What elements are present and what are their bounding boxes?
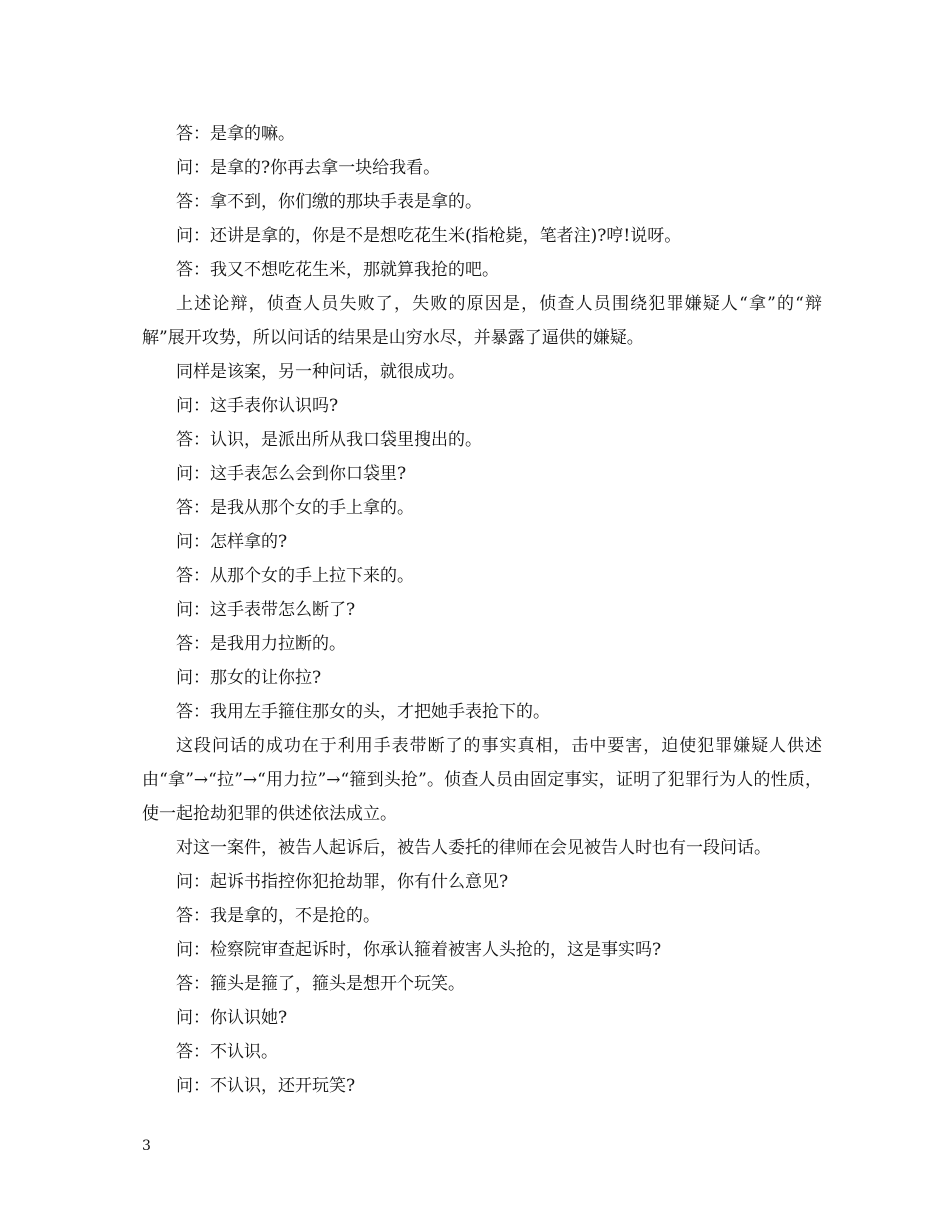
paragraph: 问：起诉书指控你犯抢劫罪，你有什么意见?: [176, 872, 509, 892]
paragraph: 同样是该案，另一种问话，就很成功。: [176, 362, 465, 382]
paragraph: 问：怎样拿的?: [176, 532, 288, 552]
paragraph: 答：认识，是派出所从我口袋里搜出的。: [176, 430, 482, 450]
paragraph: 问：这手表怎么会到你口袋里?: [176, 464, 407, 484]
paragraph: 答：是我用力拉断的。: [176, 634, 346, 654]
paragraph: 问：检察院审查起诉时，你承认箍着被害人头抢的，这是事实吗?: [176, 940, 662, 960]
paragraph: 这段问话的成功在于利用手表带断了的事实真相，击中要害，迫使犯罪嫌疑人供述由“拿”→“拉”→“用力拉”→“箍到头抢”。侦查人员由固定事实，证明了犯罪行为人的性质，使一起抢劫犯罪的供述依法成立。: [142, 736, 822, 824]
paragraph: 问：这手表带怎么断了?: [176, 600, 356, 620]
paragraph: 问：是拿的?你再去拿一块给我看。: [176, 158, 441, 178]
page-number: 3: [142, 1138, 151, 1154]
paragraph: 答：我是拿的，不是抢的。: [176, 906, 380, 926]
paragraph: 问：你认识她?: [176, 1008, 288, 1028]
paragraph: 答：箍头是箍了，箍头是想开个玩笑。: [176, 974, 465, 994]
paragraph: 问：这手表你认识吗?: [176, 396, 339, 416]
paragraph: 问：那女的让你拉?: [176, 668, 322, 688]
paragraph: 上述论辩，侦查人员失败了，失败的原因是，侦查人员围绕犯罪嫌疑人“拿”的“辩解”展开攻势，所以问话的结果是山穷水尽，并暴露了逼供的嫌疑。: [142, 294, 822, 348]
paragraph: 答：不认识。: [176, 1042, 278, 1062]
paragraph: 问：不认识，还开玩笑?: [176, 1076, 356, 1096]
document-body: [142, 117, 822, 1103]
paragraph: 问：还讲是拿的，你是不是想吃花生米(指枪毙，笔者注)?哼!说呀。: [176, 226, 682, 246]
paragraph: 答：拿不到，你们缴的那块手表是拿的。: [176, 192, 482, 212]
paragraph: 答：从那个女的手上拉下来的。: [176, 566, 414, 586]
paragraph: 答：是拿的嘛。: [176, 124, 295, 144]
paragraph: 答：我又不想吃花生米，那就算我抢的吧。: [176, 260, 499, 280]
paragraph: 答：是我从那个女的手上拿的。: [176, 498, 414, 518]
paragraph: 对这一案件，被告人起诉后，被告人委托的律师在会见被告人时也有一段问话。: [176, 838, 771, 858]
paragraph: 答：我用左手箍住那女的头，才把她手表抢下的。: [176, 702, 550, 722]
